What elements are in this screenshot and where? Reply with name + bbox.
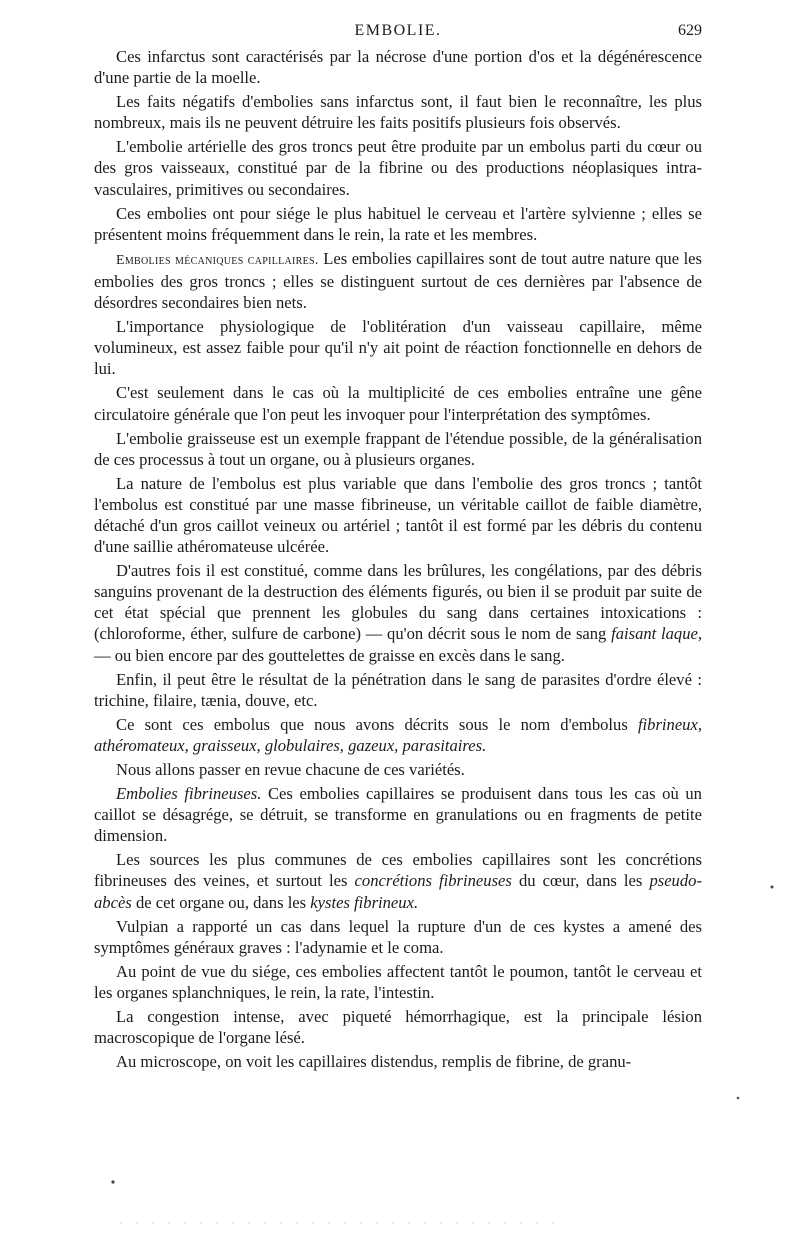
paragraph	[94, 714, 702, 756]
paragraph: C'est seulement dans le cas où la multiplicité de ces embolies entraîne une gêne circulatoire générale que l'on peut les invoquer pour l'interprétation des symptômes.	[94, 383, 702, 424]
ink-speck	[111, 1180, 114, 1183]
italic-term: kystes fibrineux.	[310, 892, 419, 912]
paragraph: L'importance physiologique de l'oblitération d'un vaisseau capillaire, même volumineux, est assez faible pour qu'il n'y ait point de réaction fonctionnelle en dehors de lui.	[94, 317, 702, 379]
paragraph: La nature de l'embolus est plus variable que dans l'embolie des gros troncs ; tantôt l'embolus est constitué par une masse fibrineuse, un véritable caillot de faible diamètre, détaché d'un gros caillot veineux ou artériel ; tantôt il est formé par les débris du contenu d'une saillie athéromateuse ulcérée.	[94, 473, 702, 557]
paragraph: Enfin, il peut être le résultat de la pénétration dans le sang de parasites d'ordre élevé : trichine, filaire, tænia, douve, etc.	[94, 669, 702, 710]
paragraph: Ces embolies ont pour siége le plus habituel le cerveau et l'artère sylvienne ; elles se présentent moins fréquemment dans le rein, la rate et les membres.	[94, 203, 702, 244]
running-title: EMBOLIE.	[354, 22, 442, 39]
paragraph-text: D'autres fois il est constitué, comme dans les brûlures, les congélations, par des débris sanguins provenant de la destruction des éléments figurés, ou bien il se produit par suite de cet état spécial que prennent les globules du sang dans certaines intoxications : (chloroforme, éther, sulfure de carbone) — qu'on décrit sous le nom de sang	[94, 561, 702, 644]
paragraph: La congestion intense, avec piqueté hémorrhagique, est la principale lésion macroscopique de l'organe lésé.	[94, 1007, 702, 1048]
page-number: 629	[678, 22, 702, 39]
paragraph: L'embolie graisseuse est un exemple frappant de l'étendue possible, de la généralisation de ces processus à tout un organe, ou à plusieurs organes.	[94, 428, 702, 469]
ink-speck	[737, 1097, 740, 1100]
section-heading: Embolies mécaniques capillaires.	[116, 252, 319, 268]
ink-speck	[771, 886, 774, 889]
paragraph-text: de cet organe ou, dans les	[131, 892, 311, 912]
book-page	[94, 22, 702, 1072]
paragraph: L'embolie artérielle des gros troncs peut être produite par un embolus parti du cœur ou des gros vaisseaux, constitué par de la fibrine ou des productions néoplasiques intra-vasculaires, primitives ou secondaires.	[94, 137, 702, 199]
paragraph: Nous allons passer en revue chacune de ces variétés.	[116, 760, 465, 779]
paragraph	[94, 783, 702, 846]
paragraph-text: Les embolies capillaires sont de tout autre nature que les embolies des gros troncs ; elles se distinguent surtout de ces dernières par l'absence de désordres secondaires bien nets.	[94, 248, 702, 313]
running-header	[94, 22, 702, 46]
paragraph: Les faits négatifs d'embolies sans infarctus sont, il faut bien le reconnaître, les plus nombreux, mais ils ne peuvent détruire les faits positifs plusieurs fois observés.	[94, 92, 702, 133]
paragraph: Au point de vue du siége, ces embolies affectent tantôt le poumon, tantôt le cerveau et les organes splanchniques, le rein, la rate, l'intestin.	[94, 961, 702, 1002]
paragraph-text: — ou bien encore par des gouttelettes de graisse en excès dans le sang.	[94, 645, 565, 665]
paragraph-text: du cœur, dans les	[511, 871, 650, 891]
body-text	[94, 46, 702, 1072]
paragraph-text: Les sources les plus communes de ces embolies capillaires sont les concrétions fibrineuses des veines, et surtout les	[94, 850, 702, 891]
section-heading-italic: Embolies fibrineuses.	[116, 784, 262, 804]
paragraph-text: Ces embolies capillaires se produisent dans tous les cas où un caillot se désagrége, se détruit, se transforme en granulations ou en fragments de petite dimension.	[94, 784, 702, 846]
italic-term: concrétions fibrineuses	[354, 871, 512, 891]
paragraph	[94, 849, 702, 912]
paragraph: Au microscope, on voit les capillaires distendus, remplis de fibrine, de granu-	[116, 1052, 632, 1072]
paragraph-text: Ce sont ces embolus que nous avons décrits sous le nom d'embolus	[116, 714, 638, 734]
paragraph: Ces infarctus sont caractérisés par la nécrose d'une portion d'os et la dégénérescence d'une partie de la moelle.	[94, 47, 702, 88]
italic-term: pseudo-abcès	[94, 871, 702, 912]
italic-term: fibrineux, athéromateux, graisseux, globulaires, gazeux, parasitaires.	[94, 714, 702, 755]
paragraph	[94, 248, 702, 313]
italic-term: faisant laque,	[611, 624, 703, 644]
paragraph	[94, 560, 702, 665]
paragraph: Vulpian a rapporté un cas dans lequel la rupture d'un de ces kystes a amené des symptômes généraux graves : l'adynamie et le coma.	[94, 916, 702, 957]
